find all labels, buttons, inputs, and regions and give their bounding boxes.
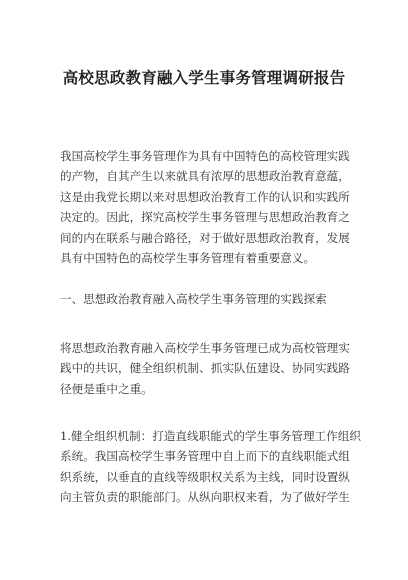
section-heading: 一、思想政治教育融入高校学生事务管理的实践探索: [60, 292, 327, 306]
text-line: 具有中国特色的高校学生事务管理有着重要意义。: [60, 251, 316, 266]
text-line: 径便是重中之重。: [60, 381, 153, 396]
text-line: 间的内在联系与融合路径，对于做好思想政治教育，发展: [60, 230, 350, 245]
text-line: 这是由我党长期以来对思想政治教育工作的认识和实践所: [60, 189, 350, 204]
text-line: 系统。我国高校学生事务管理中自上而下的直线职能式组: [60, 449, 350, 464]
point-paragraph: [60, 426, 360, 508]
text-line: 践中的共识，健全组织机制、抓实队伍建设、协同实践路: [60, 361, 350, 376]
intro-paragraph: [60, 146, 360, 268]
document-title: 高校思政教育融入学生事务管理调研报告: [62, 69, 346, 87]
text-line: 决定的。因此，探究高校学生事务管理与思想政治教育之: [60, 210, 350, 225]
text-line: 的产物，自其产生以来就具有浓厚的思想政治教育意蕴，: [60, 169, 350, 184]
text-line: 向主管负责的职能部门。从纵向职权来看，为了做好学生: [60, 490, 350, 505]
text-line: 将思想政治教育融入高校学生事务管理已成为高校管理实: [60, 341, 350, 355]
text-line: 我国高校学生事务管理作为具有中国特色的高校管理实践: [60, 149, 350, 163]
text-line: 织系统，以垂直的直线等级职权关系为主线，同时设置纵: [60, 469, 350, 484]
section-paragraph: [60, 338, 360, 399]
text-line: 1.健全组织机制：打造直线职能式的学生事务管理工作组织: [60, 429, 361, 443]
